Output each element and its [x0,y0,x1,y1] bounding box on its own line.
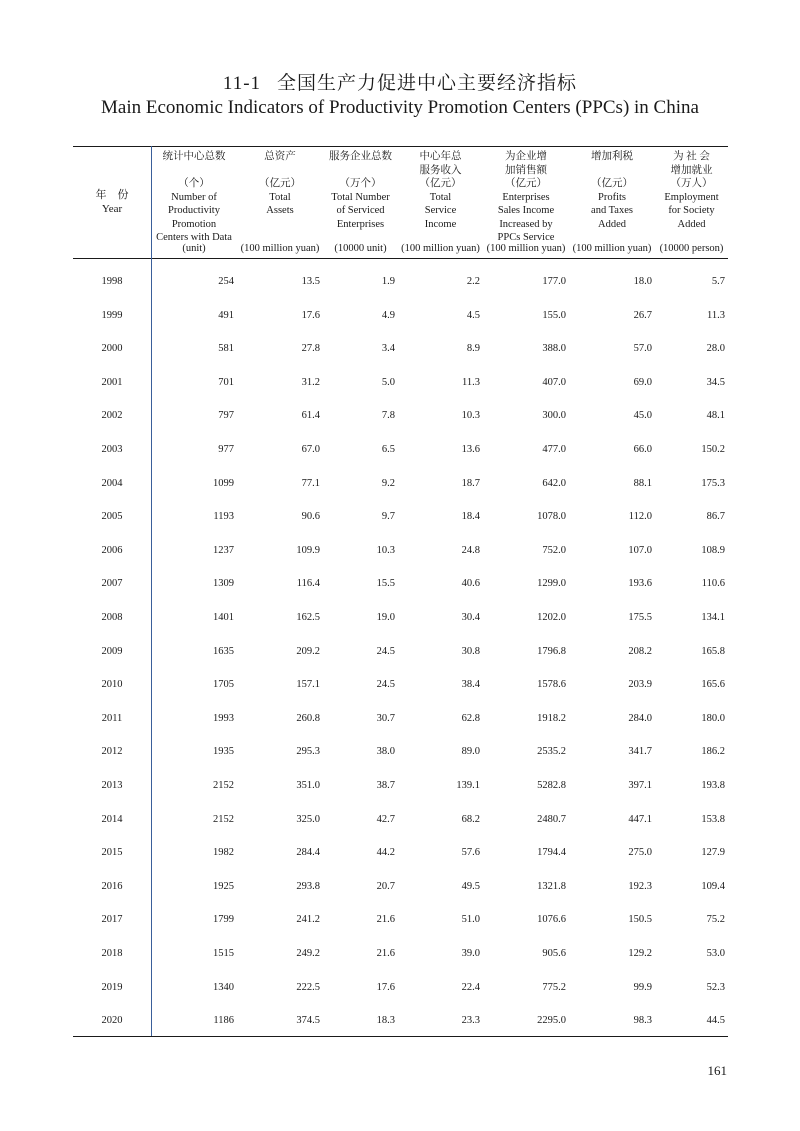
table-cell: 49.5 [461,880,480,892]
table-cell: 24.8 [461,544,480,556]
table-cell: 1078.0 [537,511,566,523]
table-cell: 18.7 [461,477,480,489]
table-cell: 2152 [213,780,234,791]
table-cell: 1578.6 [537,679,566,691]
table-cell: 99.9 [633,981,652,993]
row-year: 2011 [101,712,123,724]
table-cell: 208.2 [628,645,652,657]
table-cell: 116.4 [296,578,320,590]
table-cell: 4.5 [466,309,480,321]
table-cell: 175.5 [628,612,652,623]
table-cell: 24.5 [376,645,395,657]
table-cell: 18.0 [633,276,652,287]
table-cell: 351.0 [296,780,320,791]
column-header-cn-unit: （亿元） [591,178,633,189]
table-cell: 1099 [213,477,234,489]
column-header-en: Total Number of Serviced Enterprises [331,191,390,230]
column-header-unit: (10000 unit) [334,242,387,254]
column-header-cn-unit: （亿元） [259,178,301,189]
table-cell: 31.2 [301,376,320,388]
table-cell: 2.2 [466,276,480,287]
column-header-cn-unit: （万人） [670,178,713,189]
table-cell: 293.8 [296,880,320,892]
table-cell: 30.7 [376,712,395,724]
row-year: 2001 [101,376,123,388]
table-cell: 1635 [213,645,234,657]
row-year: 1998 [101,276,123,287]
row-year: 2017 [101,914,123,926]
year-header-en: Year [101,203,123,215]
table-cell: 642.0 [542,477,566,489]
table-cell: 150.2 [701,444,725,455]
table-row [73,475,728,495]
table-cell: 38.0 [376,746,395,758]
row-year: 1999 [101,309,123,321]
table-cell: 701 [218,376,234,388]
table-cell: 284.4 [296,847,320,859]
table-cell: 175.3 [701,477,725,489]
row-year: 2019 [101,981,123,993]
column-header-unit: (100 million yuan) [240,242,320,254]
table-title-english: Main Economic Indicators of Productivity Promotion Centers (PPCs) in China [101,97,699,118]
table-cell: 397.1 [628,780,652,791]
table-cell: 977 [218,444,234,455]
row-year: 2004 [101,477,123,489]
table-row [73,307,728,327]
table-cell: 1794.4 [537,847,566,859]
table-cell: 112.0 [628,511,652,523]
table-cell: 295.3 [296,746,320,758]
table-cell: 6.5 [381,444,395,455]
column-header-cn: 增加利税 [591,151,633,162]
table-cell: 407.0 [542,376,566,388]
table-cell: 165.6 [701,679,725,691]
table-cell: 11.3 [707,309,725,321]
table-row [73,407,728,427]
table-cell: 13.6 [461,444,480,455]
row-year: 2012 [101,746,123,758]
page-number: 161 [707,1063,727,1078]
table-cell: 28.0 [706,343,725,355]
table-cell: 1918.2 [537,712,566,724]
table-cell: 69.0 [633,376,652,388]
table-cell: 153.8 [701,813,725,825]
table-cell: 165.8 [701,645,725,657]
table-cell: 108.9 [701,544,725,556]
table-cell: 17.6 [301,309,320,321]
table-row [73,508,728,528]
column-header-3 [323,150,398,258]
column-header-cn: 为 社 会 增加就业 [670,151,713,176]
table-cell: 1935 [213,746,234,758]
table-cell: 48.1 [706,410,725,422]
table-cell: 150.5 [628,914,652,926]
table-cell: 109.9 [296,544,320,556]
table-cell: 2535.2 [537,746,566,758]
table-cell: 193.6 [628,578,652,590]
column-header-en: Number of Productivity Promotion Centers with Data [156,191,232,243]
table-cell: 388.0 [542,343,566,355]
table-cell: 249.2 [296,948,320,959]
table-cell: 39.0 [461,948,480,959]
table-cell: 203.9 [628,679,652,691]
row-year: 2013 [101,780,123,791]
table-cell: 24.5 [376,679,395,691]
year-header-cn: 年 份 [95,189,129,201]
table-cell: 75.2 [706,914,725,926]
row-year: 2002 [101,410,123,422]
table-cell: 77.1 [301,477,320,489]
table-cell: 10.3 [461,410,480,422]
table-row [73,710,728,730]
table-cell: 44.5 [706,1015,725,1027]
table-cell: 109.4 [701,880,725,892]
table-cell: 27.8 [301,343,320,355]
table-cell: 51.0 [461,914,480,926]
table-cell: 260.8 [296,712,320,724]
table-cell: 88.1 [633,477,652,489]
column-header-cn-unit: （亿元） [505,178,547,189]
table-cell: 89.0 [461,746,480,758]
table-cell: 300.0 [542,410,566,422]
row-year: 2006 [101,544,123,556]
column-header-2 [237,150,323,258]
table-cell: 23.3 [461,1015,480,1027]
table-cell: 18.3 [376,1015,395,1027]
column-header-6 [569,150,655,258]
table-cell: 157.1 [296,679,320,691]
table-cell: 20.7 [376,880,395,892]
table-cell: 53.0 [706,948,725,959]
table-row [73,609,728,629]
column-header-unit: (unit) [182,242,206,254]
table-cell: 447.1 [628,813,652,825]
table-cell: 1321.8 [537,880,566,892]
table-row [73,777,728,797]
table-cell: 581 [218,343,234,355]
table-row [73,1012,728,1032]
table-cell: 139.1 [456,780,480,791]
table-cell: 797 [218,410,234,422]
table-cell: 61.4 [301,410,320,422]
row-year: 2000 [101,343,123,355]
table-cell: 26.7 [633,309,652,321]
table-cell: 22.4 [461,981,480,993]
table-cell: 62.8 [461,712,480,724]
table-cell: 5.0 [381,376,395,388]
table-cell: 10.3 [376,544,395,556]
table-cell: 155.0 [542,309,566,321]
row-year: 2016 [101,880,123,892]
table-cell: 15.5 [376,578,395,590]
table-cell: 341.7 [628,746,652,758]
table-cell: 177.0 [542,276,566,287]
column-header-cn: 为企业增 加销售额 [505,151,547,176]
row-year: 2005 [101,511,123,523]
table-cell: 374.5 [296,1015,320,1027]
table-row [73,911,728,931]
table-cell: 8.9 [466,343,480,355]
table-cell: 134.1 [701,612,725,623]
column-header-unit: (100 million yuan) [486,242,566,254]
column-header-4 [398,150,483,258]
table-cell: 1799 [213,914,234,926]
table-cell: 241.2 [296,914,320,926]
table-cell: 222.5 [296,981,320,993]
table-cell: 186.2 [701,746,725,758]
table-row [73,811,728,831]
table-cell: 18.4 [461,511,480,523]
table-cell: 193.8 [701,780,725,791]
table-cell: 30.8 [461,645,480,657]
table-row [73,844,728,864]
column-header-en: Employment for Society Added [664,191,719,230]
table-cell: 905.6 [542,948,566,959]
column-header-en: Total Assets [266,191,294,216]
table-cell: 1193 [213,511,234,523]
table-cell: 30.4 [461,612,480,623]
table-cell: 2480.7 [537,813,566,825]
row-year: 2009 [101,645,123,657]
table-row [73,575,728,595]
column-header-en: Total Service Income [424,191,457,230]
column-header-cn: 中心年总 服务收入 [419,151,462,176]
column-header-cn-unit: （万个） [339,178,382,189]
table-row [73,441,728,461]
table-cell: 1925 [213,880,234,892]
table-cell: 21.6 [376,948,395,959]
row-year: 2010 [101,679,123,691]
table-cell: 3.4 [381,343,395,355]
table-cell: 477.0 [542,444,566,455]
column-header-5 [483,150,569,258]
row-year: 2020 [101,1015,123,1027]
table-row [73,643,728,663]
table-number: 11-1 [222,73,262,94]
table-cell: 9.2 [381,477,395,489]
table-cell: 162.5 [296,612,320,623]
table-cell: 98.3 [633,1015,652,1027]
column-header-cn: 服务企业总数 [329,151,392,162]
table-bottom-rule [73,1036,728,1037]
table-cell: 127.9 [701,847,725,859]
table-cell: 129.2 [628,948,652,959]
table-cell: 192.3 [628,880,652,892]
column-header-unit: (100 million yuan) [572,242,652,254]
table-row [73,273,728,293]
table-cell: 44.2 [376,847,395,859]
table-cell: 1299.0 [537,578,566,590]
table-cell: 57.6 [461,847,480,859]
row-year: 2018 [101,948,123,959]
table-cell: 491 [218,309,234,321]
column-header-cn-unit: （个） [178,178,210,189]
table-cell: 86.7 [706,511,725,523]
table-header-rule [73,258,728,259]
table-cell: 42.7 [376,813,395,825]
table-row [73,878,728,898]
table-cell: 17.6 [376,981,395,993]
table-cell: 1993 [213,712,234,724]
table-title-chinese [0,68,800,95]
table-cell: 5.7 [711,276,725,287]
table-cell: 7.8 [381,410,395,422]
table-cell: 1705 [213,679,234,691]
row-year: 2014 [101,813,123,825]
column-header-unit: (100 million yuan) [401,242,480,254]
table-cell: 2295.0 [537,1015,566,1027]
table-cell: 209.2 [296,645,320,657]
column-header-7 [655,150,728,258]
table-cell: 5282.8 [537,780,566,791]
table-cell: 180.0 [701,712,725,724]
table-cell: 1.9 [381,276,395,287]
table-cell: 34.5 [706,376,725,388]
table-cell: 2152 [213,813,234,825]
table-cell: 1515 [213,948,234,959]
table-cell: 40.6 [461,578,480,590]
table-cell: 1796.8 [537,645,566,657]
table-cell: 1202.0 [537,612,566,623]
table-cell: 11.3 [462,376,480,388]
table-cell: 1982 [213,847,234,859]
table-row [73,374,728,394]
table-cell: 67.0 [301,444,320,455]
table-cell: 1186 [213,1015,234,1027]
year-column-header [73,188,151,216]
table-cell: 45.0 [633,410,652,422]
table-cell: 1237 [213,544,234,556]
row-year: 2008 [101,612,123,623]
row-year: 2015 [101,847,123,859]
table-cell: 775.2 [542,981,566,993]
table-cell: 13.5 [301,276,320,287]
table-row [73,340,728,360]
table-row [73,979,728,999]
table-cell: 68.2 [461,813,480,825]
table-cell: 284.0 [628,712,652,724]
table-cell: 1076.6 [537,914,566,926]
table-cell: 254 [218,276,234,287]
column-header-cn: 总资产 [264,151,296,162]
table-cell: 325.0 [296,813,320,825]
table-row [73,676,728,696]
table-top-rule [73,146,728,147]
table-cell: 4.9 [381,309,395,321]
table-cell: 752.0 [542,544,566,556]
table-row [73,542,728,562]
table-cell: 1309 [213,578,234,590]
table-row [73,945,728,965]
table-cell: 38.4 [461,679,480,691]
column-header-en: Profits and Taxes Added [591,191,633,230]
row-year: 2007 [101,578,123,590]
table-cell: 52.3 [706,981,725,993]
table-cell: 57.0 [633,343,652,355]
column-header-en: Enterprises Sales Income Increased by PPCs Service [497,191,555,243]
column-header-1 [151,150,237,258]
table-cell: 110.6 [701,578,725,590]
table-cell: 66.0 [633,444,652,455]
table-row [73,743,728,763]
table-cell: 90.6 [301,511,320,523]
table-cell: 9.7 [381,511,395,523]
table-cell: 19.0 [376,612,395,623]
row-year: 2003 [101,444,123,455]
table-cell: 275.0 [628,847,652,859]
table-cell: 107.0 [628,544,652,556]
table-cell: 38.7 [376,780,395,791]
column-header-cn-unit: （亿元） [419,178,462,189]
column-header-cn: 统计中心总数 [162,151,226,162]
table-cell: 1340 [213,981,234,993]
table-cell: 1401 [213,612,234,623]
table-cell: 21.6 [376,914,395,926]
table-title-cn-text: 全国生产力促进中心主要经济指标 [277,73,578,94]
column-header-unit: (10000 person) [659,242,724,254]
